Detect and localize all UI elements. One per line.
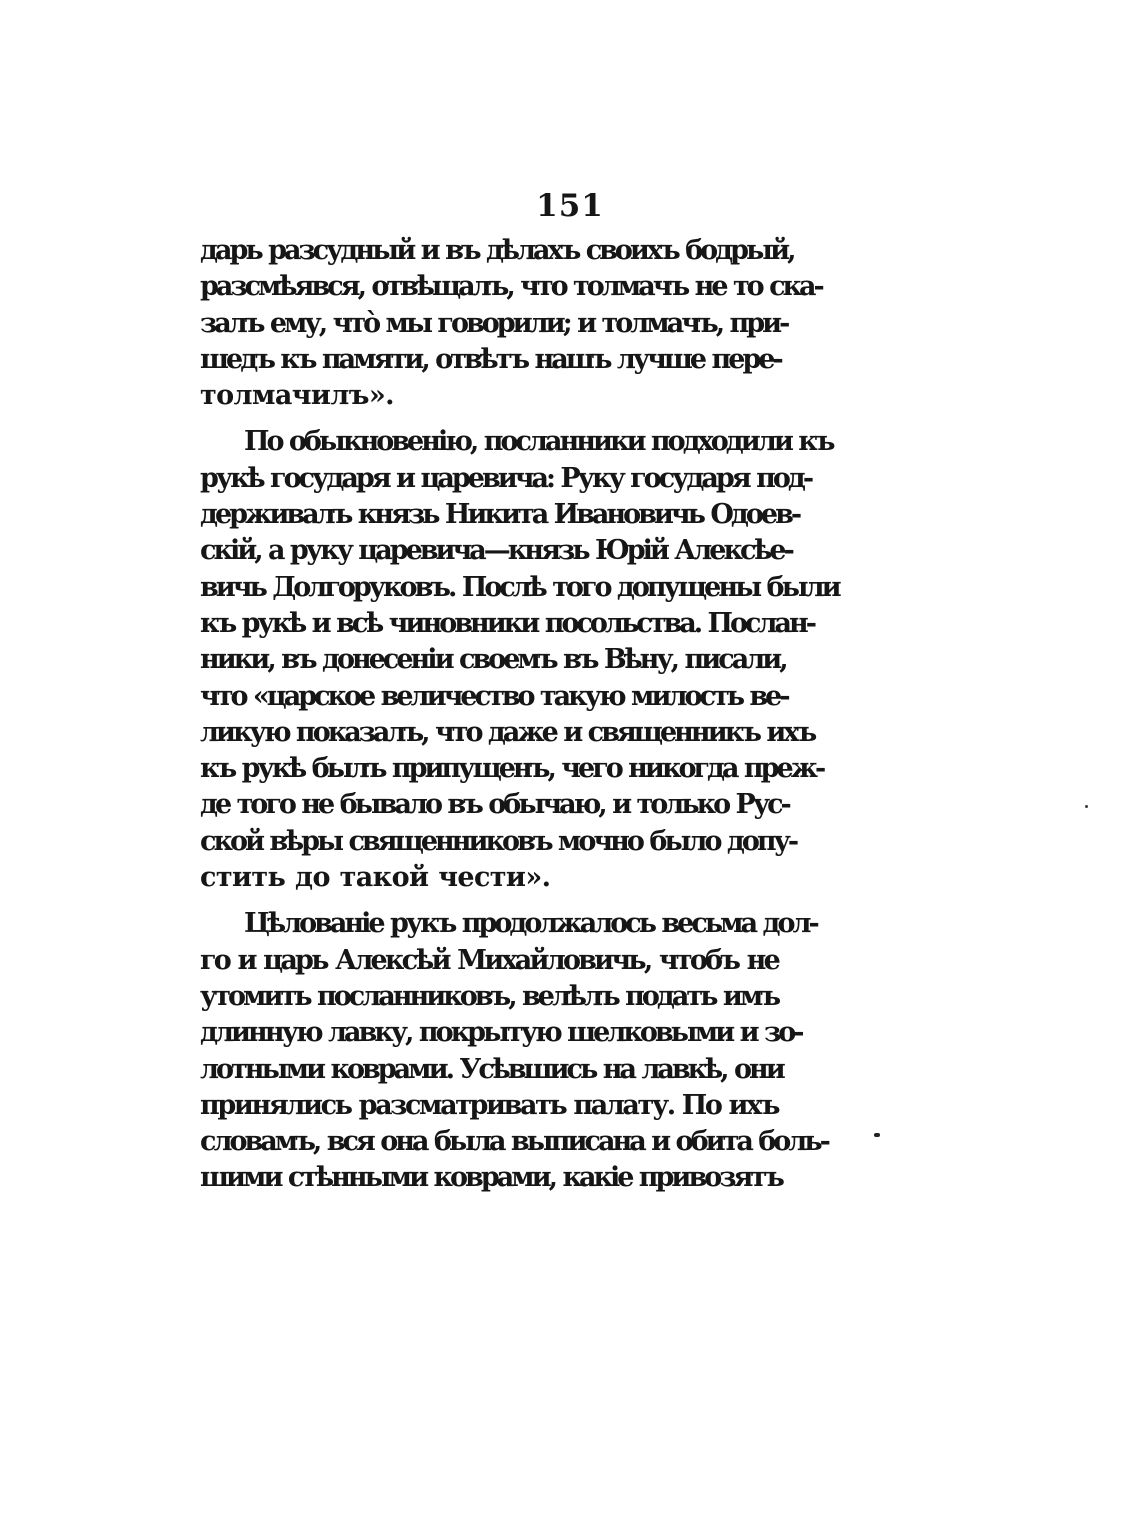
- text-line: залъ ему, что̀ мы говорили; и толмачъ, при-: [200, 307, 788, 339]
- text-line: принялись разсматривать палату. По ихъ: [200, 1089, 779, 1121]
- paragraph-gap: [200, 896, 778, 906]
- text-line: что «царское величество такую милость ве-: [200, 680, 788, 712]
- paragraph: [200, 233, 822, 414]
- text-line: длинную лавку, покрытую шелковыми и зо-: [200, 1017, 802, 1049]
- text-line: стить до такой чести».: [200, 862, 551, 894]
- text-line: По обыкновенію, посланники подходили къ: [244, 426, 833, 458]
- text-line: держивалъ князь Никита Ивановичь Одоев-: [200, 499, 800, 531]
- page-number: 151: [536, 188, 604, 224]
- text-line: лотными коврами. Усѣвшись на лавкѣ, они: [200, 1053, 783, 1085]
- text-line: толмачилъ».: [200, 380, 394, 412]
- text-line: къ рукѣ былъ припущенъ, чего никогда преж-: [200, 753, 824, 785]
- text-line: утомить посланниковъ, велѣлъ подать имъ: [200, 980, 779, 1012]
- text-line: шими стѣнными коврами, какіе привозятъ: [200, 1162, 782, 1194]
- text-line: го и царь Алексѣй Михайловичь, чтобъ не: [200, 944, 778, 976]
- text-line: шедъ къ памяти, отвѣтъ нашъ лучше пере-: [200, 343, 781, 375]
- text-line: къ рукѣ и всѣ чиновники посольства. Послан-: [200, 607, 814, 639]
- text-line: словамъ, вся она была выписана и обита боль-: [200, 1126, 828, 1158]
- text-line: рукѣ государя и царевича: Руку государя под-: [200, 462, 812, 494]
- paragraph: [200, 906, 828, 1196]
- text-line: ликую показалъ, что даже и священникъ ихъ: [200, 716, 815, 748]
- text-line: дарь разсудный и въ дѣлахъ своихъ бодрый,: [200, 235, 794, 266]
- scan-speck: [1085, 805, 1088, 808]
- text-line: ской вѣры священниковъ мочно было допу-: [200, 825, 797, 857]
- paragraph-gap: [200, 414, 778, 424]
- text-line: де того не бывало въ обычаю, и только Рус-: [200, 789, 789, 821]
- text-line: вичь Долгоруковъ. Послѣ того допущены были: [200, 571, 839, 603]
- scan-speck: [874, 1133, 880, 1137]
- text-line: Цѣлованіе рукъ продолжалось весьма дол-: [244, 908, 817, 940]
- body-text: [200, 233, 839, 1197]
- text-line: разсмѣявся, отвѣщалъ, что толмачъ не то ска-: [200, 271, 822, 303]
- text-line: ники, въ донесеніи своемъ въ Вѣну, писали,: [200, 644, 786, 676]
- paragraph: [200, 424, 839, 896]
- text-line: скій, а руку царевича—князь Юрій Алексѣе-: [200, 535, 792, 567]
